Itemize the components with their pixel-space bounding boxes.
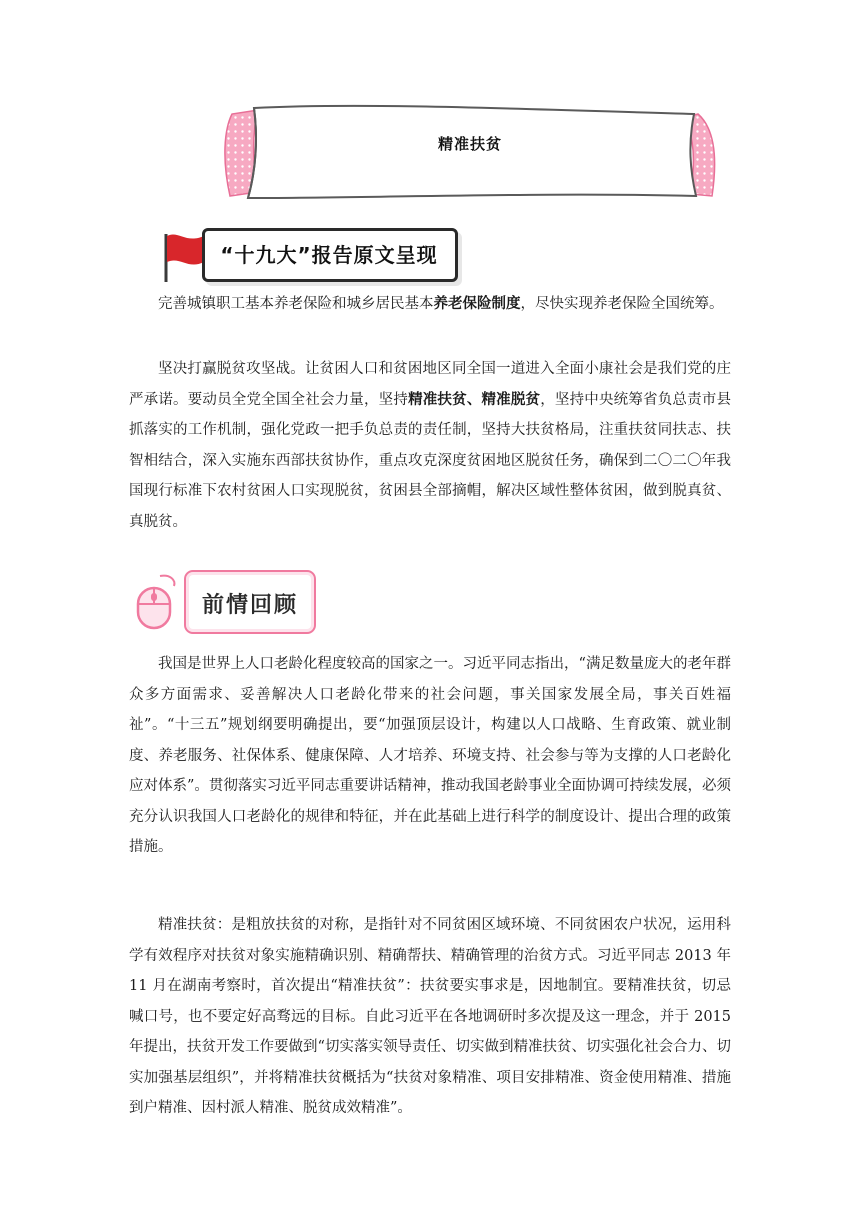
title-banner [218,100,722,204]
bold-term: 精准脱贫 [481,390,541,408]
paragraph-targeted-poverty-definition: 精准扶贫：是粗放扶贫的对称，是指针对不同贫困区域环境、不同贫困农户状况，运用科学有效程序对扶贫对象实施精确识别、精确帮扶、精确管理的治贫方式。习近平同志 2013 年 11 月在湖南考察时，首次提出“精准扶贫”：扶贫要实事求是，因地制宜。要精准扶贫，切忌喊口号，也不要定好高骛远的目标。自此习近平在各地调研时多次提及这一理念，并于 2015 年提出，扶贫开发工作要做到“切实落实领导责任、切实做到精准扶贫、切实强化社会合力、切实加强基层组织”，并将精准扶贫概括为“扶贫对象精准、项目安排精准、资金使用精准、措施到户精准、因村派人精准、脱贫成效精准”。 [129,917,731,1116]
document-title: 精准扶贫 [437,135,502,153]
section-header-report [160,226,460,282]
section-header-review [130,566,330,636]
text-run: ，尽快实现养老保险全国统筹。 [520,296,724,312]
bold-term: 精准扶贫 [408,390,467,408]
paragraph-aging: 我国是世界上人口老龄化程度较高的国家之一。习近平同志指出，“满足数量庞大的老年群众多方面需求、妥善解决人口老龄化带来的社会问题，事关国家发展全局，事关百姓福祉”。“十三五”规划纲要明确提出，要“加强顶层设计，构建以人口战略、生育政策、就业制度、养老服务、社保体系、健康保障、人才培养、环境支持、社会参与等为支撑的人口老龄化应对体系”。贯彻落实习近平同志重要讲话精神，推动我国老龄事业全面协调可持续发展，必须充分认识我国人口老龄化的规律和特征，并在此基础上进行科学的制度设计、提出合理的政策措施。 [129,656,731,855]
section-title-report: “十九大”报告原文呈现 [220,243,438,267]
text-run: ，坚持中央统筹省负总责市县抓落实的工作机制，强化党政一把手负总责的责任制，坚持大扶贫格局，注重扶贫同扶志、扶智相结合，深入实施东西部扶贫协作，重点攻克深度贫困地区脱贫任务，确保到二〇二〇年我国现行标准下农村贫困人口实现脱贫，贫困县全部摘帽，解决区域性整体贫困，做到脱真贫、真脱贫。 [129,391,731,530]
text-run: 坚决打赢脱贫攻坚战。让贫困人口和贫困地区同全国一道进入全面小康社会是我们党的庄严承诺。要动员全党全国全社会力量，坚持 [129,361,731,408]
computer-mouse-icon [130,572,182,632]
bold-term: 、 [466,390,482,408]
paragraph-poverty-alleviation [129,354,731,537]
red-flag-icon [160,228,208,284]
section-title-review: 前情回顾 [201,593,298,618]
paragraph-pension [129,289,731,320]
bold-term: 养老保险制度 [433,295,521,312]
text-run: 完善城镇职工基本养老保险和城乡居民基本 [158,296,434,312]
